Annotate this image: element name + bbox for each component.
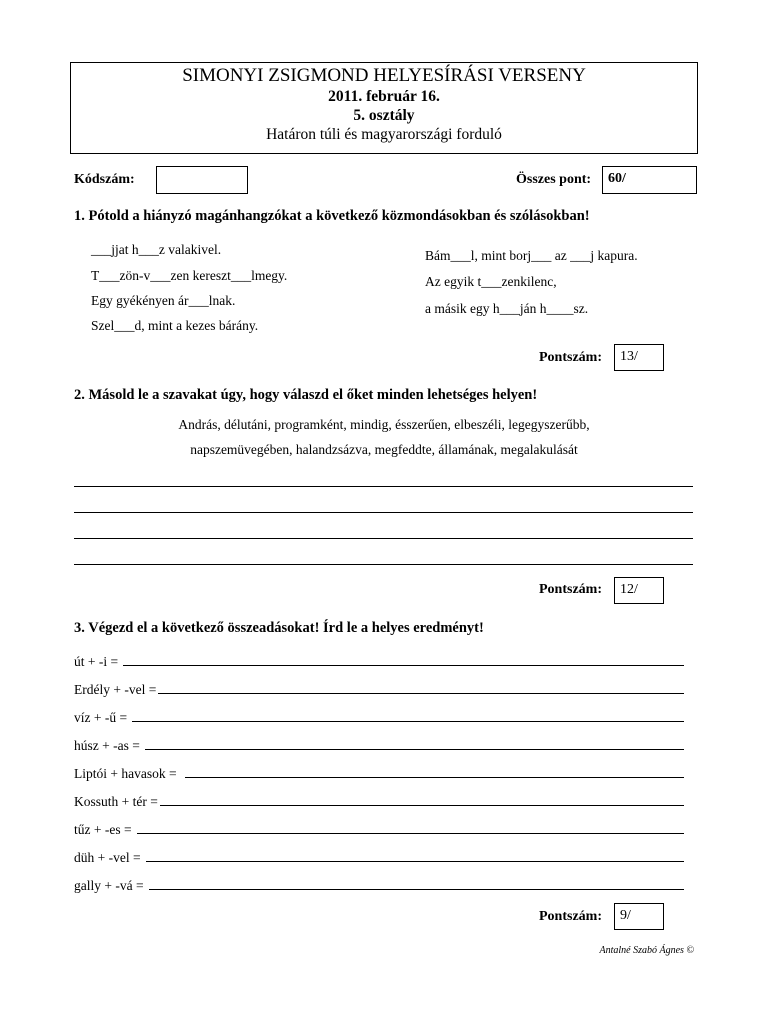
total-score-label: Összes pont: bbox=[516, 172, 592, 187]
q3-item-label: tűz + -es = bbox=[74, 822, 135, 837]
q2-score-field[interactable]: 12/ bbox=[614, 577, 664, 604]
q3-score-label: Pontszám: bbox=[539, 909, 602, 924]
q3-item-label: Kossuth + tér = bbox=[74, 794, 158, 809]
q3-row-8[interactable] bbox=[74, 846, 684, 866]
q3-row-3[interactable] bbox=[74, 706, 684, 726]
q3-row-4[interactable] bbox=[74, 734, 684, 754]
q3-item-label: Liptói + havasok = bbox=[74, 766, 184, 781]
q3-answer-line[interactable] bbox=[160, 805, 684, 806]
q2-answer-line-2[interactable] bbox=[74, 512, 693, 513]
q2-words-line-2: napszemüvegében, halandzsázva, megfeddte, államának, megalakulását bbox=[190, 442, 578, 457]
q2-title: 2. Másold le a szavakat úgy, hogy válaszd el őket minden lehetséges helyen! bbox=[74, 387, 538, 403]
q1-left-line-1: ___jjat h___z valakivel. bbox=[91, 242, 222, 257]
q1-score-label: Pontszám: bbox=[539, 350, 602, 365]
q2-answer-line-1[interactable] bbox=[74, 486, 693, 487]
q3-answer-line[interactable] bbox=[137, 833, 684, 834]
q3-item-label: út + -i = bbox=[74, 654, 122, 669]
q3-row-5[interactable] bbox=[74, 762, 684, 782]
q1-score-field[interactable]: 13/ bbox=[614, 344, 664, 371]
q2-answer-line-4[interactable] bbox=[74, 564, 693, 565]
q2-score-label: Pontszám: bbox=[539, 582, 602, 597]
code-label: Kódszám: bbox=[74, 172, 135, 187]
q1-right-line-3: a másik egy h___ján h____sz. bbox=[425, 301, 589, 316]
q3-answer-line[interactable] bbox=[132, 721, 684, 722]
q3-answer-line[interactable] bbox=[123, 665, 684, 666]
q3-answer-line[interactable] bbox=[145, 749, 684, 750]
q1-left-line-2: T___zön-v___zen kereszt___lmegy. bbox=[91, 268, 288, 283]
grade-label: 5. osztály bbox=[353, 107, 415, 124]
q3-answer-line[interactable] bbox=[185, 777, 684, 778]
q3-answer-line[interactable] bbox=[146, 861, 684, 862]
q1-right-line-2: Az egyik t___zenkilenc, bbox=[425, 274, 557, 289]
q3-item-label: húsz + -as = bbox=[74, 738, 144, 753]
q1-left-line-4: Szel___d, mint a kezes bárány. bbox=[91, 318, 259, 333]
competition-date: 2011. február 16. bbox=[328, 88, 440, 105]
q1-right-line-1: Bám___l, mint borj___ az ___j kapura. bbox=[425, 248, 638, 263]
q3-item-label: düh + -vel = bbox=[74, 850, 144, 865]
author-credit: Antalné Szabó Ágnes © bbox=[599, 945, 694, 956]
q1-title: 1. Pótold a hiányzó magánhangzókat a következő közmondásokban és szólásokban! bbox=[74, 208, 590, 224]
q3-answer-line[interactable] bbox=[149, 889, 684, 890]
total-score-field[interactable]: 60/ bbox=[602, 166, 697, 194]
q2-answer-line-3[interactable] bbox=[74, 538, 693, 539]
q3-answer-line[interactable] bbox=[158, 693, 684, 694]
competition-title: SIMONYI ZSIGMOND HELYESÍRÁSI VERSENY bbox=[182, 65, 586, 86]
code-field[interactable] bbox=[156, 166, 248, 194]
q2-words-line-1: András, délutáni, programként, mindig, ésszerűen, elbeszéli, legegyszerűbb, bbox=[178, 417, 590, 432]
header-box bbox=[70, 62, 698, 154]
q3-row-6[interactable] bbox=[74, 790, 684, 810]
q1-left-line-3: Egy gyékényen ár___lnak. bbox=[91, 293, 236, 308]
round-label: Határon túli és magyarországi forduló bbox=[266, 126, 502, 143]
q3-row-1[interactable] bbox=[74, 650, 684, 670]
q3-row-7[interactable] bbox=[74, 818, 684, 838]
q3-title: 3. Végezd el a következő összeadásokat! Írd le a helyes eredményt! bbox=[74, 620, 484, 636]
q3-item-label: víz + -ű = bbox=[74, 710, 131, 725]
q3-item-label: gally + -vá = bbox=[74, 878, 147, 893]
q3-row-2[interactable] bbox=[74, 678, 684, 698]
q3-item-label: Erdély + -vel = bbox=[74, 682, 157, 697]
q3-row-9[interactable] bbox=[74, 874, 684, 894]
q3-score-field[interactable]: 9/ bbox=[614, 903, 664, 930]
